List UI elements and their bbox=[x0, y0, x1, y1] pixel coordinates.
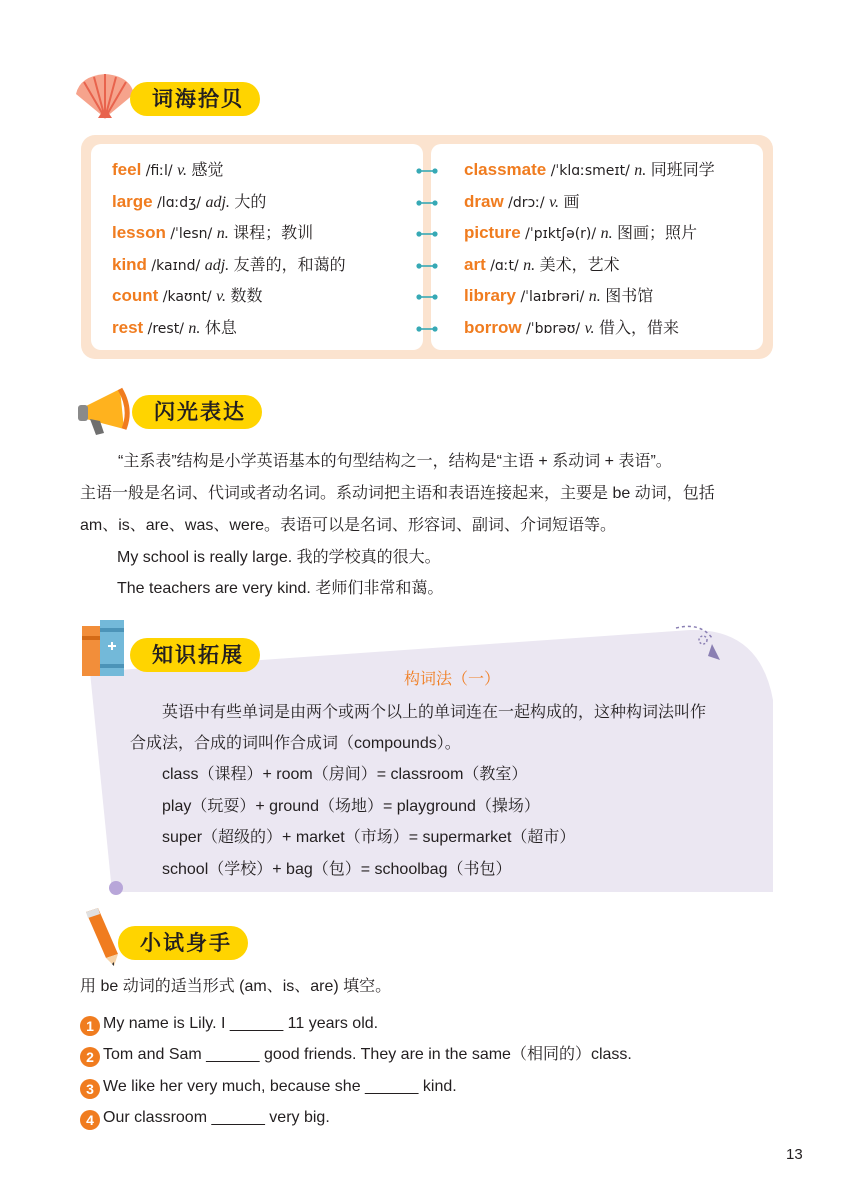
vocab-word: rest bbox=[112, 318, 144, 337]
vocab-meaning: 图画；照片 bbox=[617, 225, 698, 243]
vocab-phonetic: /ˈbɒrəʊ/ bbox=[526, 321, 581, 337]
express-paragraph-line-2: 主语一般是名词、代词或者动名词。系动词把主语和表语连接起来，主要是 be 动词，包括 bbox=[80, 485, 715, 502]
knowledge-example-4: school（学校）+ bag（包）= schoolbag（书包） bbox=[162, 861, 512, 878]
vocab-word: picture bbox=[464, 223, 521, 243]
vocab-section-header bbox=[70, 76, 280, 122]
vocab-entry bbox=[112, 220, 313, 246]
knowledge-paragraph-line-2: 合成法，合成的词叫作合成词（compounds）。 bbox=[130, 735, 461, 752]
vocab-part-of-speech: n. bbox=[634, 162, 647, 179]
vocab-word: draw bbox=[464, 191, 504, 211]
practice-item-3 bbox=[80, 1077, 457, 1099]
connector-icon bbox=[416, 229, 438, 239]
connector-icon bbox=[416, 261, 438, 271]
vocab-part-of-speech: adj. bbox=[204, 256, 230, 274]
express-section-header bbox=[74, 389, 284, 435]
vocab-word: count bbox=[112, 286, 159, 306]
connector-icon bbox=[416, 198, 438, 208]
vocab-phonetic: /ɑːt/ bbox=[490, 257, 519, 274]
vocab-meaning: 感觉 bbox=[191, 162, 224, 179]
vocab-section-title: 词海拾贝 bbox=[130, 82, 260, 116]
express-example-2: The teachers are very kind. 老师们非常和蔼。 bbox=[117, 580, 444, 597]
vocab-meaning: 休息 bbox=[204, 320, 237, 337]
vocab-phonetic: /kaʊnt/ bbox=[162, 289, 212, 306]
vocab-part-of-speech: n. bbox=[588, 288, 601, 306]
practice-item-1 bbox=[80, 1014, 378, 1036]
item-number-badge: 1 bbox=[80, 1016, 100, 1036]
vocab-word: lesson bbox=[112, 223, 166, 243]
vocab-word: feel bbox=[112, 160, 142, 179]
vocab-phonetic: /kaɪnd/ bbox=[151, 257, 201, 274]
knowledge-title: 构词法（一） bbox=[404, 671, 501, 688]
knowledge-example-3: super（超级的）+ market（市场）= supermarket（超市） bbox=[162, 829, 576, 846]
vocab-meaning: 友善的，和蔼的 bbox=[233, 256, 346, 274]
vocab-phonetic: /rest/ bbox=[147, 321, 184, 337]
connector-icon bbox=[416, 292, 438, 302]
practice-section-title: 小试身手 bbox=[118, 926, 248, 960]
vocab-phonetic: /drɔː/ bbox=[508, 194, 545, 211]
knowledge-example-2: play（玩耍）+ ground（场地）= playground（操场） bbox=[162, 798, 540, 815]
connector-icon bbox=[416, 324, 438, 334]
vocab-meaning: 大的 bbox=[234, 193, 267, 211]
vocab-entry bbox=[112, 283, 262, 309]
knowledge-section-title: 知识拓展 bbox=[130, 638, 260, 672]
express-example-1: My school is really large. 我的学校真的很大。 bbox=[117, 549, 441, 566]
vocab-entry bbox=[112, 189, 266, 215]
item-text: Our classroom ______ very big. bbox=[103, 1109, 330, 1126]
vocab-phonetic: /fiːl/ bbox=[145, 163, 173, 179]
connector-icon bbox=[416, 166, 438, 176]
vocab-entry bbox=[112, 157, 223, 183]
vocab-entry bbox=[464, 283, 653, 309]
vocab-meaning: 数数 bbox=[230, 288, 263, 306]
vocab-meaning: 美术，艺术 bbox=[539, 256, 620, 274]
item-number-badge: 3 bbox=[80, 1079, 100, 1099]
vocab-entry bbox=[464, 252, 620, 278]
vocab-part-of-speech: n. bbox=[523, 256, 536, 274]
item-number-badge: 2 bbox=[80, 1047, 100, 1067]
vocab-part-of-speech: n. bbox=[216, 225, 229, 243]
vocab-part-of-speech: v. bbox=[549, 193, 559, 211]
vocab-entry bbox=[464, 220, 697, 246]
megaphone-icon bbox=[74, 383, 140, 439]
vocab-word: art bbox=[464, 254, 486, 274]
knowledge-section-header bbox=[80, 632, 290, 678]
express-section-title: 闪光表达 bbox=[132, 395, 262, 429]
vocab-phonetic: /ˈlaɪbrəri/ bbox=[520, 289, 585, 306]
item-text: My name is Lily. I ______ 11 years old. bbox=[103, 1015, 379, 1032]
vocab-word: large bbox=[112, 191, 153, 211]
page-number: 13 bbox=[786, 1146, 803, 1163]
vocab-meaning: 借入，借来 bbox=[598, 320, 679, 337]
vocab-meaning: 画 bbox=[563, 193, 580, 211]
vocab-phonetic: /ˈpɪktʃə(r)/ bbox=[525, 226, 597, 243]
express-paragraph-line-3: am、is、are、was、were。表语可以是名词、形容词、副词、介词短语等。 bbox=[80, 517, 617, 534]
vocab-word: kind bbox=[112, 254, 147, 274]
practice-item-4 bbox=[80, 1108, 330, 1130]
vocab-phonetic: /ˈlesn/ bbox=[170, 226, 213, 243]
practice-section-header bbox=[78, 920, 288, 966]
knowledge-example-1: class（课程）+ room（房间）= classroom（教室） bbox=[162, 766, 528, 783]
vocab-part-of-speech: v. bbox=[584, 320, 595, 337]
vocab-entry bbox=[112, 315, 237, 341]
express-paragraph-line-1: “主系表”结构是小学英语基本的句型结构之一，结构是“主语 + 系动词 + 表语”。 bbox=[118, 453, 672, 470]
practice-instruction: 用 be 动词的适当形式 (am、is、are) 填空。 bbox=[80, 978, 392, 995]
vocab-meaning: 同班同学 bbox=[650, 162, 715, 179]
vocab-part-of-speech: v. bbox=[177, 162, 187, 179]
vocab-meaning: 课程；教训 bbox=[233, 225, 314, 243]
vocab-phonetic: /lɑːdʒ/ bbox=[157, 194, 201, 211]
vocab-part-of-speech: n. bbox=[600, 225, 613, 243]
vocab-entry bbox=[464, 189, 579, 215]
vocab-phonetic: /ˈklɑːsmeɪt/ bbox=[550, 163, 630, 179]
practice-item-2 bbox=[80, 1045, 632, 1067]
vocab-meaning: 图书馆 bbox=[605, 288, 654, 306]
vocab-entry bbox=[112, 252, 346, 278]
item-number-badge: 4 bbox=[80, 1110, 100, 1130]
vocab-word: borrow bbox=[464, 318, 522, 337]
vocab-part-of-speech: adj. bbox=[205, 193, 230, 211]
vocab-entry bbox=[464, 315, 679, 341]
knowledge-paragraph-line-1: 英语中有些单词是由两个或两个以上的单词连在一起构成的，这种构词法叫作 bbox=[162, 704, 707, 721]
vocab-word: library bbox=[464, 286, 516, 306]
vocab-part-of-speech: n. bbox=[188, 320, 201, 337]
vocab-entry bbox=[464, 157, 715, 183]
vocab-word: classmate bbox=[464, 160, 547, 179]
item-text: We like her very much, because she ______ kind. bbox=[103, 1078, 457, 1095]
item-text: Tom and Sam ______ good friends. They are in the same（相同的）class. bbox=[103, 1046, 632, 1063]
vocab-part-of-speech: v. bbox=[216, 288, 226, 306]
